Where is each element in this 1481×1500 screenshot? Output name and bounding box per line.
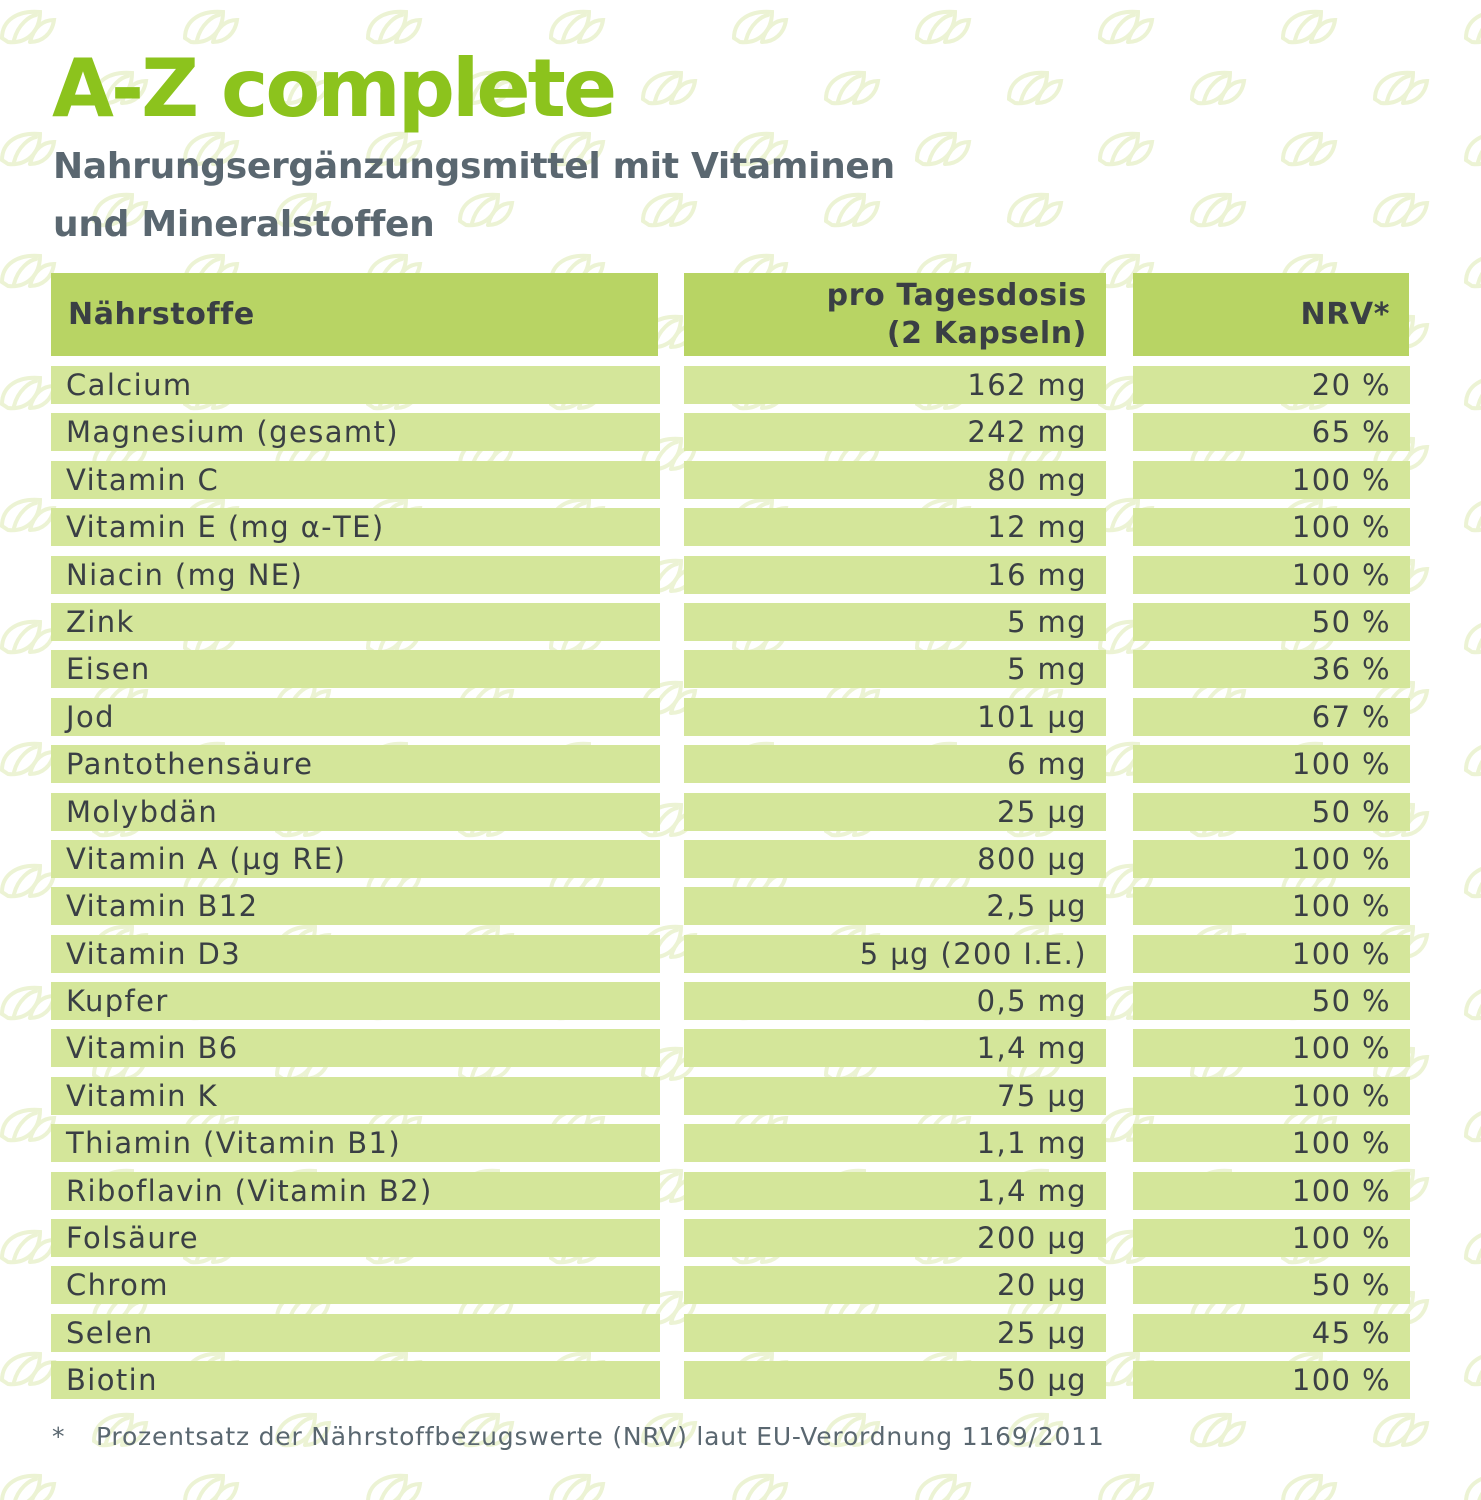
- table-row: [0, 1314, 1481, 1361]
- table-row: [0, 1172, 1481, 1219]
- dose-cell: 75 µg: [684, 1077, 1106, 1115]
- footnote: [52, 1419, 1105, 1455]
- dose-cell: 242 mg: [684, 413, 1106, 451]
- header-dose-line-2: (2 Kapseln): [886, 315, 1087, 351]
- nutrient-name-cell: Niacin (mg NE): [51, 556, 660, 594]
- nutrient-name-cell: Molybdän: [51, 793, 660, 831]
- nrv-cell: 50 %: [1133, 793, 1410, 831]
- dose-cell: 2,5 µg: [684, 887, 1106, 925]
- footnote-marker: *: [52, 1422, 66, 1451]
- dose-cell: 20 µg: [684, 1266, 1106, 1304]
- footnote-text: Prozentsatz der Nährstoffbezugswerte (NRV) laut EU-Verordnung 1169/2011: [96, 1422, 1105, 1451]
- nrv-cell: 50 %: [1133, 1266, 1410, 1304]
- table-row: [0, 1361, 1481, 1408]
- nrv-cell: 100 %: [1133, 887, 1410, 925]
- dose-cell: 25 µg: [684, 793, 1106, 831]
- header-nutrient-label: Nährstoffe: [68, 297, 255, 332]
- table-row: [0, 935, 1481, 982]
- dose-cell: 200 µg: [684, 1219, 1106, 1257]
- dose-cell: 5 mg: [684, 650, 1106, 688]
- table-row: [0, 1077, 1481, 1124]
- nutrient-name-cell: Magnesium (gesamt): [51, 413, 660, 451]
- nutrient-name-cell: Vitamin E (mg α-TE): [51, 508, 660, 546]
- nrv-cell: 67 %: [1133, 698, 1410, 736]
- nutrient-name-cell: Riboflavin (Vitamin B2): [51, 1172, 660, 1210]
- subtitle-line-2: und Mineralstoffen: [53, 204, 435, 245]
- nutrient-name-cell: Selen: [51, 1314, 660, 1352]
- dose-cell: 50 µg: [684, 1361, 1106, 1399]
- dose-cell: 162 mg: [684, 366, 1106, 404]
- nrv-cell: 20 %: [1133, 366, 1410, 404]
- table-row: [0, 650, 1481, 697]
- table-row: [0, 1219, 1481, 1266]
- dose-cell: 5 mg: [684, 603, 1106, 641]
- product-subtitle: [53, 138, 895, 254]
- dose-cell: 80 mg: [684, 461, 1106, 499]
- nutrient-name-cell: Kupfer: [51, 982, 660, 1020]
- nrv-cell: 100 %: [1133, 1029, 1410, 1067]
- table-row: [0, 413, 1481, 460]
- dose-cell: 800 µg: [684, 840, 1106, 878]
- header-dose: [684, 273, 1106, 356]
- table-row: [0, 840, 1481, 887]
- nrv-cell: 45 %: [1133, 1314, 1410, 1352]
- nrv-cell: 100 %: [1133, 1361, 1410, 1399]
- dose-cell: 12 mg: [684, 508, 1106, 546]
- header-dose-line-1: pro Tagesdosis: [826, 277, 1087, 313]
- nutrient-name-cell: Vitamin B12: [51, 887, 660, 925]
- nutrient-table-body: [0, 366, 1481, 1409]
- dose-cell: 0,5 mg: [684, 982, 1106, 1020]
- nutrient-name-cell: Zink: [51, 603, 660, 641]
- table-row: [0, 793, 1481, 840]
- header-nrv-label: NRV*: [1300, 297, 1390, 332]
- table-row: [0, 1124, 1481, 1171]
- table-row: [0, 556, 1481, 603]
- header-nutrient: [51, 273, 658, 356]
- table-row: [0, 698, 1481, 745]
- nutrient-name-cell: Eisen: [51, 650, 660, 688]
- header-nrv: [1133, 273, 1409, 356]
- table-row: [0, 603, 1481, 650]
- nutrient-name-cell: Chrom: [51, 1266, 660, 1304]
- nutrient-name-cell: Vitamin D3: [51, 935, 660, 973]
- nrv-cell: 36 %: [1133, 650, 1410, 688]
- nutrient-name-cell: Calcium: [51, 366, 660, 404]
- nrv-cell: 100 %: [1133, 556, 1410, 594]
- nutrient-name-cell: Folsäure: [51, 1219, 660, 1257]
- dose-cell: 6 mg: [684, 745, 1106, 783]
- nrv-cell: 100 %: [1133, 745, 1410, 783]
- nutrient-name-cell: Vitamin K: [51, 1077, 660, 1115]
- nrv-cell: 50 %: [1133, 603, 1410, 641]
- nrv-cell: 100 %: [1133, 840, 1410, 878]
- dose-cell: 16 mg: [684, 556, 1106, 594]
- nutrient-name-cell: Vitamin B6: [51, 1029, 660, 1067]
- dose-cell: 5 µg (200 I.E.): [684, 935, 1106, 973]
- nutrient-name-cell: Jod: [51, 698, 660, 736]
- table-row: [0, 887, 1481, 934]
- table-row: [0, 508, 1481, 555]
- table-row: [0, 461, 1481, 508]
- nutrient-name-cell: Thiamin (Vitamin B1): [51, 1124, 660, 1162]
- product-title: A-Z complete: [52, 42, 615, 135]
- nrv-cell: 100 %: [1133, 1172, 1410, 1210]
- table-row: [0, 982, 1481, 1029]
- nutrient-name-cell: Biotin: [51, 1361, 660, 1399]
- nrv-cell: 100 %: [1133, 461, 1410, 499]
- dose-cell: 101 µg: [684, 698, 1106, 736]
- dose-cell: 1,4 mg: [684, 1029, 1106, 1067]
- nutrient-name-cell: Vitamin A (µg RE): [51, 840, 660, 878]
- nutrient-name-cell: Vitamin C: [51, 461, 660, 499]
- table-row: [0, 366, 1481, 413]
- dose-cell: 25 µg: [684, 1314, 1106, 1352]
- dose-cell: 1,4 mg: [684, 1172, 1106, 1210]
- table-row: [0, 1266, 1481, 1313]
- table-row: [0, 745, 1481, 792]
- nrv-cell: 100 %: [1133, 1124, 1410, 1162]
- nrv-cell: 100 %: [1133, 935, 1410, 973]
- nrv-cell: 100 %: [1133, 1077, 1410, 1115]
- table-row: [0, 1029, 1481, 1076]
- dose-cell: 1,1 mg: [684, 1124, 1106, 1162]
- nrv-cell: 100 %: [1133, 508, 1410, 546]
- nrv-cell: 65 %: [1133, 413, 1410, 451]
- nrv-cell: 50 %: [1133, 982, 1410, 1020]
- nutrient-name-cell: Pantothensäure: [51, 745, 660, 783]
- nrv-cell: 100 %: [1133, 1219, 1410, 1257]
- subtitle-line-1: Nahrungsergänzungsmittel mit Vitaminen: [53, 146, 895, 187]
